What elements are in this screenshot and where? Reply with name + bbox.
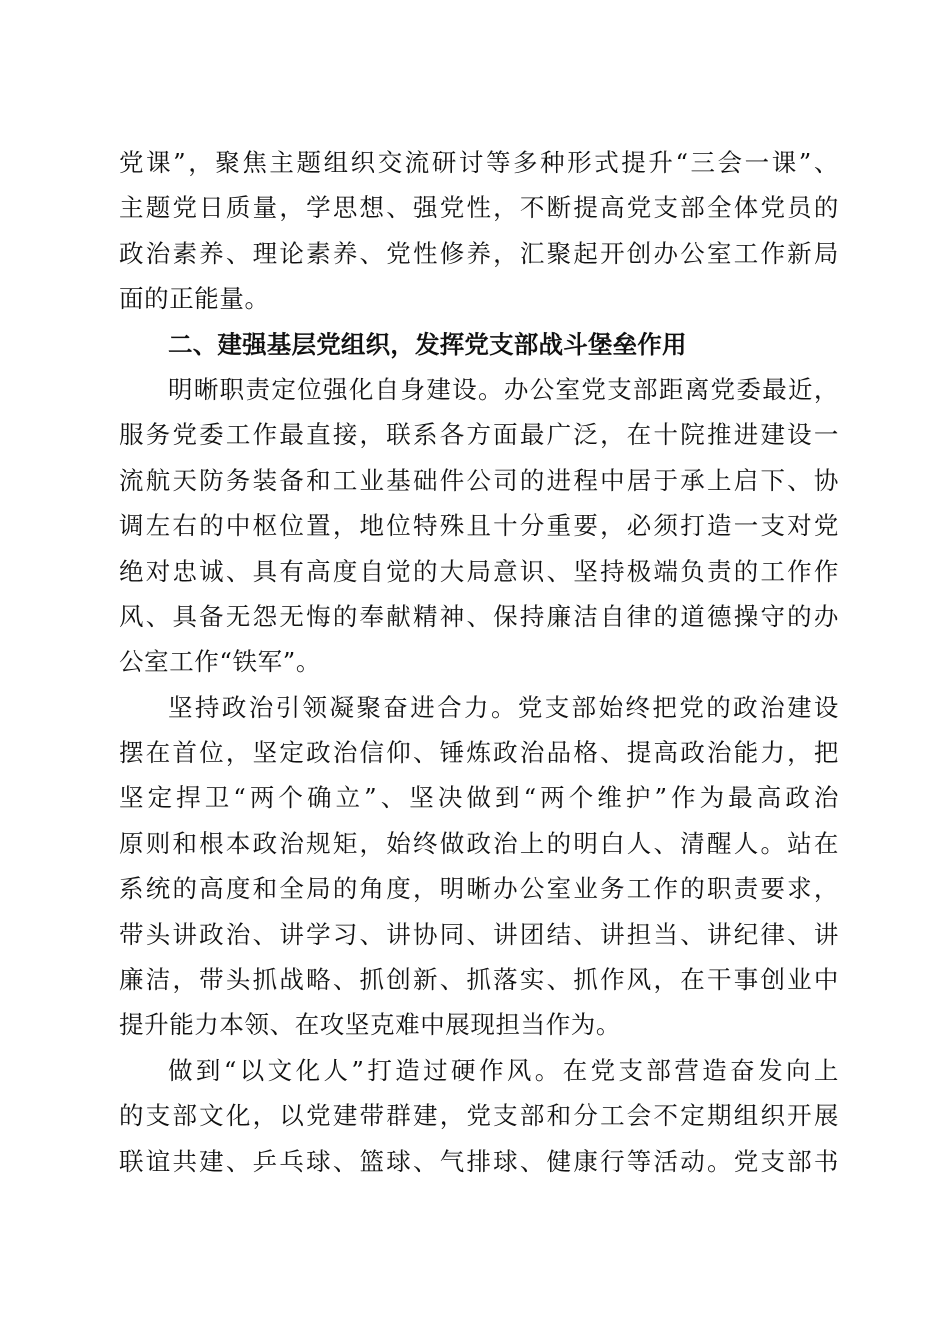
body-line: 带头讲政治、讲学习、讲协同、讲团结、讲担当、讲纪律、讲 <box>119 919 839 949</box>
section-heading: 二、建强基层党组织，发挥党支部战斗堡垒作用 <box>168 329 687 359</box>
body-line: 提升能力本领、在攻坚克难中展现担当作为。 <box>119 1010 621 1040</box>
body-line: 公室工作“铁军”。 <box>119 647 321 677</box>
paragraph-first-line: 做到“以文化人”打造过硬作风。在党支部营造奋发向上 <box>168 1055 839 1085</box>
body-line: 面的正能量。 <box>119 284 270 314</box>
document-body <box>119 140 839 1184</box>
body-line: 联谊共建、乒乓球、篮球、气排球、健康行等活动。党支部书 <box>119 1146 839 1176</box>
body-line: 原则和根本政治规矩，始终做政治上的明白人、清醒人。站在 <box>119 828 839 858</box>
body-line: 党课”，聚焦主题组织交流研讨等多种形式提升“三会一课”、 <box>119 148 839 177</box>
body-line: 政治素养、理论素养、党性修养，汇聚起开创办公室工作新局 <box>119 238 839 268</box>
body-line: 坚定捍卫“两个确立”、坚决做到“两个维护”作为最高政治 <box>119 783 839 813</box>
body-line: 主题党日质量，学思想、强党性，不断提高党支部全体党员的 <box>119 193 839 223</box>
body-line: 服务党委工作最直接，联系各方面最广泛，在十院推进建设一 <box>119 420 839 450</box>
body-line: 流航天防务装备和工业基础件公司的进程中居于承上启下、协 <box>119 465 839 495</box>
paragraph-first-line: 坚持政治引领凝聚奋进合力。党支部始终把党的政治建设 <box>168 692 839 722</box>
paragraph-first-line: 明晰职责定位强化自身建设。办公室党支部距离党委最近， <box>168 374 839 404</box>
body-line: 绝对忠诚、具有高度自觉的大局意识、坚持极端负责的工作作 <box>119 556 839 586</box>
body-line: 系统的高度和全局的角度，明晰办公室业务工作的职责要求， <box>119 874 839 904</box>
body-line: 摆在首位，坚定政治信仰、锤炼政治品格、提高政治能力，把 <box>119 738 839 768</box>
body-line: 调左右的中枢位置，地位特殊且十分重要，必须打造一支对党 <box>119 511 839 541</box>
body-line: 的支部文化，以党建带群建，党支部和分工会不定期组织开展 <box>119 1101 839 1131</box>
body-line: 风、具备无怨无悔的奉献精神、保持廉洁自律的道德操守的办 <box>119 601 839 631</box>
body-line: 廉洁，带头抓战略、抓创新、抓落实、抓作风，在干事创业中 <box>119 965 839 995</box>
